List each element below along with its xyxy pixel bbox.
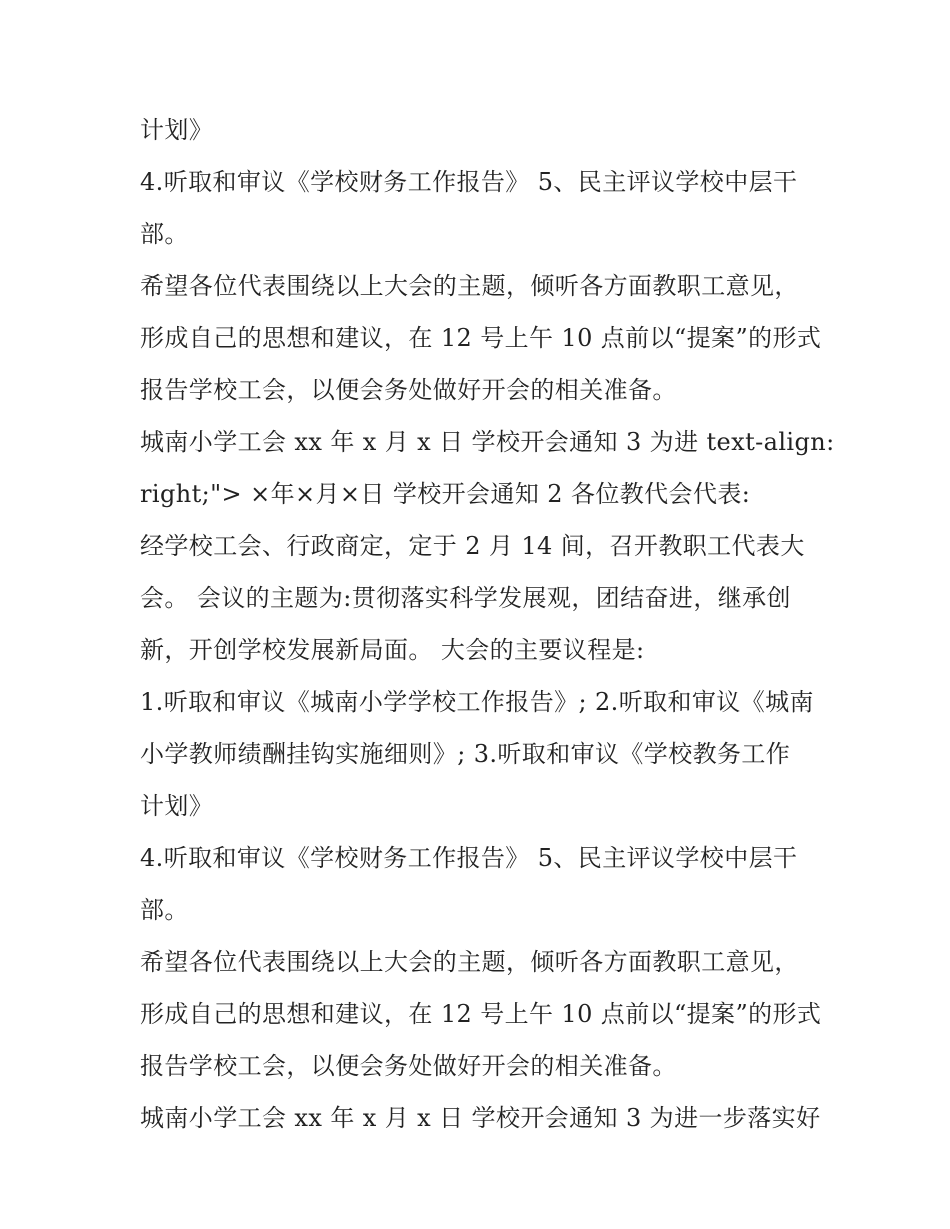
text-line: 城南小学工会 xx 年 x 月 x 日 学校开会通知 3 为进 text-align:	[140, 428, 835, 456]
document-body	[140, 104, 835, 1144]
text-line: 新，开创学校发展新局面。 大会的主要议程是:	[140, 636, 645, 664]
text-line: 计划》	[140, 116, 214, 144]
text-line: 形成自己的思想和建议，在 12 号上午 10 点前以“提案”的形式	[140, 324, 822, 352]
text-line: 城南小学工会 xx 年 x 月 x 日 学校开会通知 3 为进一步落实好	[140, 1104, 821, 1132]
text-line: 4.听取和审议《学校财务工作报告》 5、民主评议学校中层干	[140, 844, 798, 872]
text-line: 报告学校工会，以便会务处做好开会的相关准备。	[140, 376, 677, 404]
text-line: 会。 会议的主题为:贯彻落实科学发展观，团结奋进，继承创	[140, 584, 791, 612]
text-line: 计划》	[140, 792, 214, 820]
text-line: 经学校工会、行政商定，定于 2 月 14 间，召开教职工代表大	[140, 532, 805, 560]
text-line: 小学教师绩酬挂钩实施细则》; 3.听取和审议《学校教务工作	[140, 740, 791, 768]
text-line: right;"> ×年×月×日 学校开会通知 2 各位教代会代表:	[140, 480, 751, 508]
text-line: 部。	[140, 896, 189, 924]
text-line: 部。	[140, 220, 189, 248]
text-line: 希望各位代表围绕以上大会的主题，倾听各方面教职工意见，	[140, 948, 799, 976]
text-line: 希望各位代表围绕以上大会的主题，倾听各方面教职工意见，	[140, 272, 799, 300]
text-line: 报告学校工会，以便会务处做好开会的相关准备。	[140, 1052, 677, 1080]
text-line: 形成自己的思想和建议，在 12 号上午 10 点前以“提案”的形式	[140, 1000, 822, 1028]
text-line: 1.听取和审议《城南小学学校工作报告》; 2.听取和审议《城南	[140, 688, 814, 716]
text-line: 4.听取和审议《学校财务工作报告》 5、民主评议学校中层干	[140, 168, 798, 196]
